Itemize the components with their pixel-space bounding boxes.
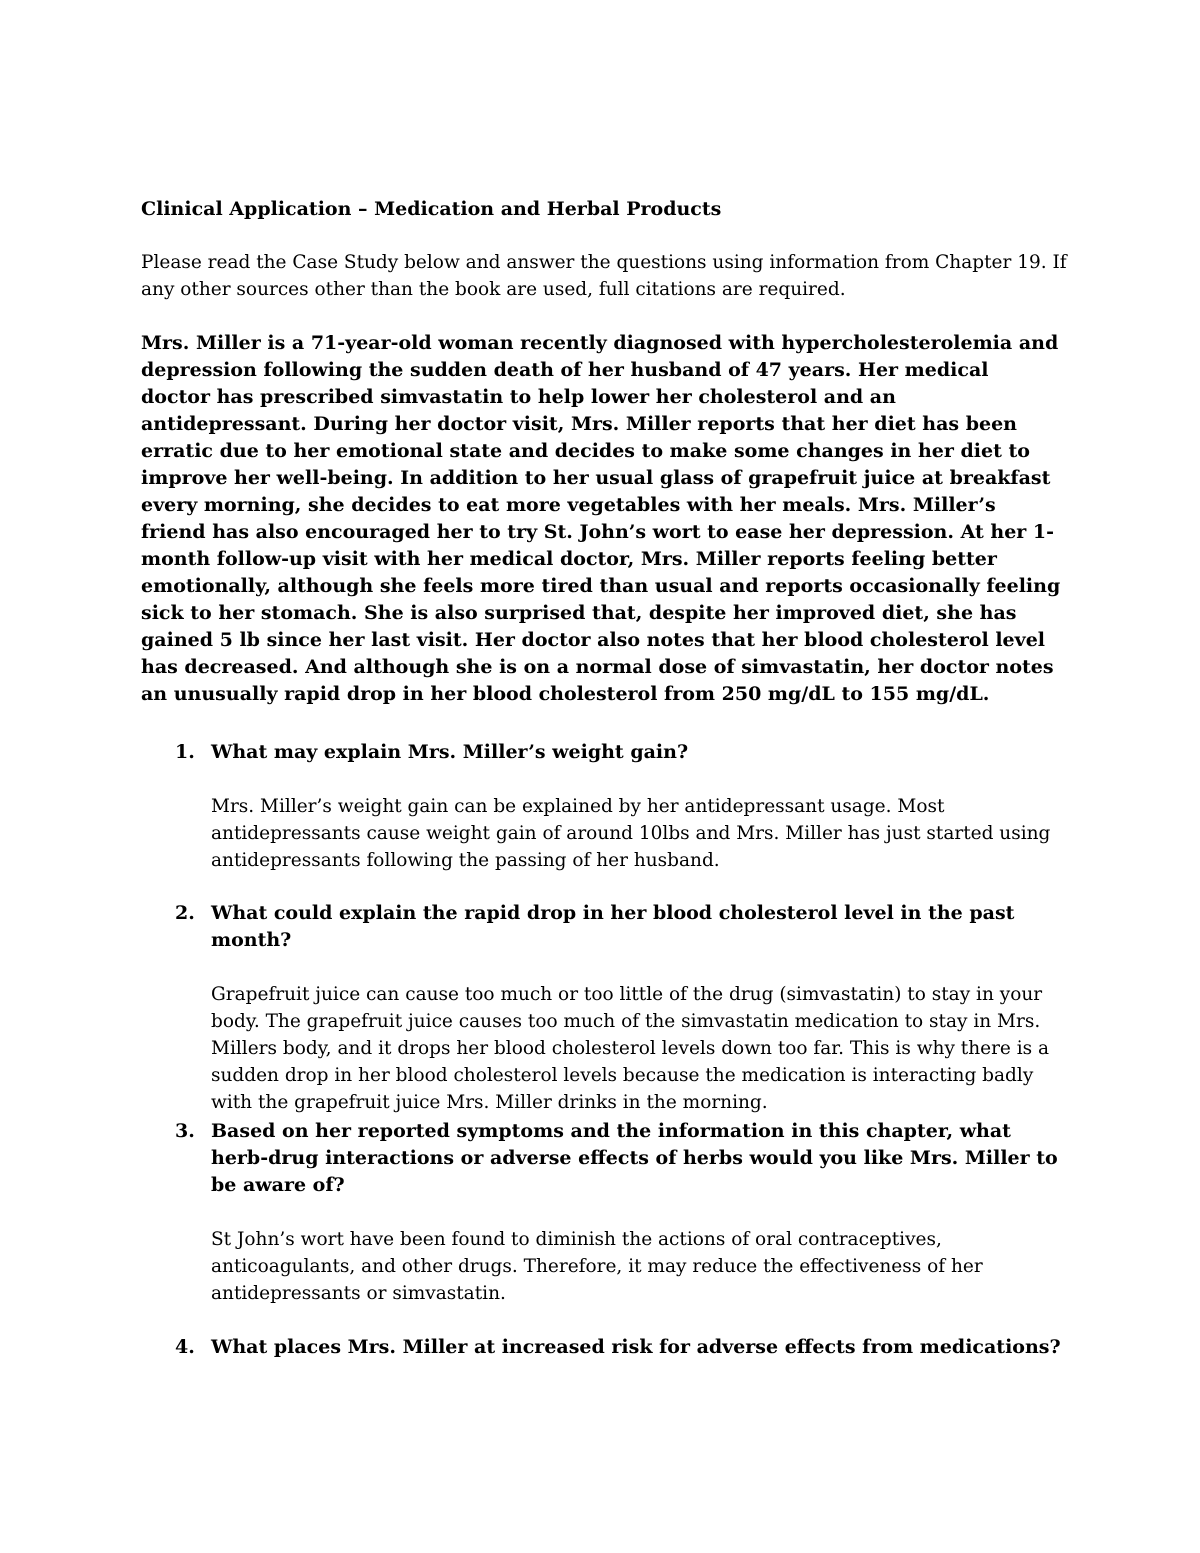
question-number: 2. — [175, 902, 195, 924]
question-item — [141, 1118, 1063, 1307]
question-text: What places Mrs. Miller at increased risk for adverse effects from medications? — [211, 1336, 1061, 1358]
question-number: 3. — [175, 1120, 195, 1142]
question-number: 4. — [175, 1336, 195, 1358]
answer-text: St John’s wort have been found to diminish the actions of oral contraceptives, anticoagulants, and other drugs. Therefore, it may reduce the effectiveness of her antidepressants or simvastatin. — [211, 1229, 983, 1304]
instructions-paragraph: Please read the Case Study below and answer the questions using information from Chapter 19. If any other sources other than the book are used, full citations are required. — [141, 252, 1067, 300]
answer-text: Mrs. Miller’s weight gain can be explained by her antidepressant usage. Most antidepressants cause weight gain of around 10lbs and Mrs. Miller has just started using antidepressants following the passing of her husband. — [211, 796, 1051, 871]
case-study-paragraph: Mrs. Miller is a 71-year-old woman recently diagnosed with hypercholesterolemia and depression following the sudden death of her husband of 47 years. Her medical doctor has prescribed simvastatin to help lower her cholesterol and an antidepressant. During her doctor visit, Mrs. Miller reports that her diet has been erratic due to her emotional state and decides to make some changes in her diet to improve her well-being. In addition to her usual glass of grapefruit juice at breakfast every morning, she decides to eat more vegetables with her meals. Mrs. Miller’s friend has also encouraged her to try St. John’s wort to ease her depression. At her 1-month follow-up visit with her medical doctor, Mrs. Miller reports feeling better emotionally, although she feels more tired than usual and reports occasionally feeling sick to her stomach. She is also surprised that, despite her improved diet, she has gained 5 lb since her last visit. Her doctor also notes that her blood cholesterol level has decreased. And although she is on a normal dose of simvastatin, her doctor notes an unusually rapid drop in her blood cholesterol from 250 mg/dL to 155 mg/dL. — [141, 332, 1061, 705]
question-item — [141, 739, 1063, 874]
question-text: What may explain Mrs. Miller’s weight gain? — [211, 741, 689, 763]
document-title: Clinical Application – Medication and Herbal Products — [141, 198, 722, 220]
question-item — [141, 900, 1063, 1116]
question-item — [141, 1334, 1063, 1361]
question-text: What could explain the rapid drop in her blood cholesterol level in the past month? — [211, 902, 1015, 951]
question-text: Based on her reported symptoms and the information in this chapter, what herb-drug interactions or adverse effects of herbs would you like Mrs. Miller to be aware of? — [211, 1120, 1058, 1196]
question-number: 1. — [175, 741, 195, 763]
answer-text: Grapefruit juice can cause too much or too little of the drug (simvastatin) to stay in your body. The grapefruit juice causes too much of the simvastatin medication to stay in Mrs. Millers body, and it drops her blood cholesterol levels down too far. This is why there is a sudden drop in her blood cholesterol levels because the medication is interacting badly with the grapefruit juice Mrs. Miller drinks in the morning. — [211, 984, 1050, 1113]
